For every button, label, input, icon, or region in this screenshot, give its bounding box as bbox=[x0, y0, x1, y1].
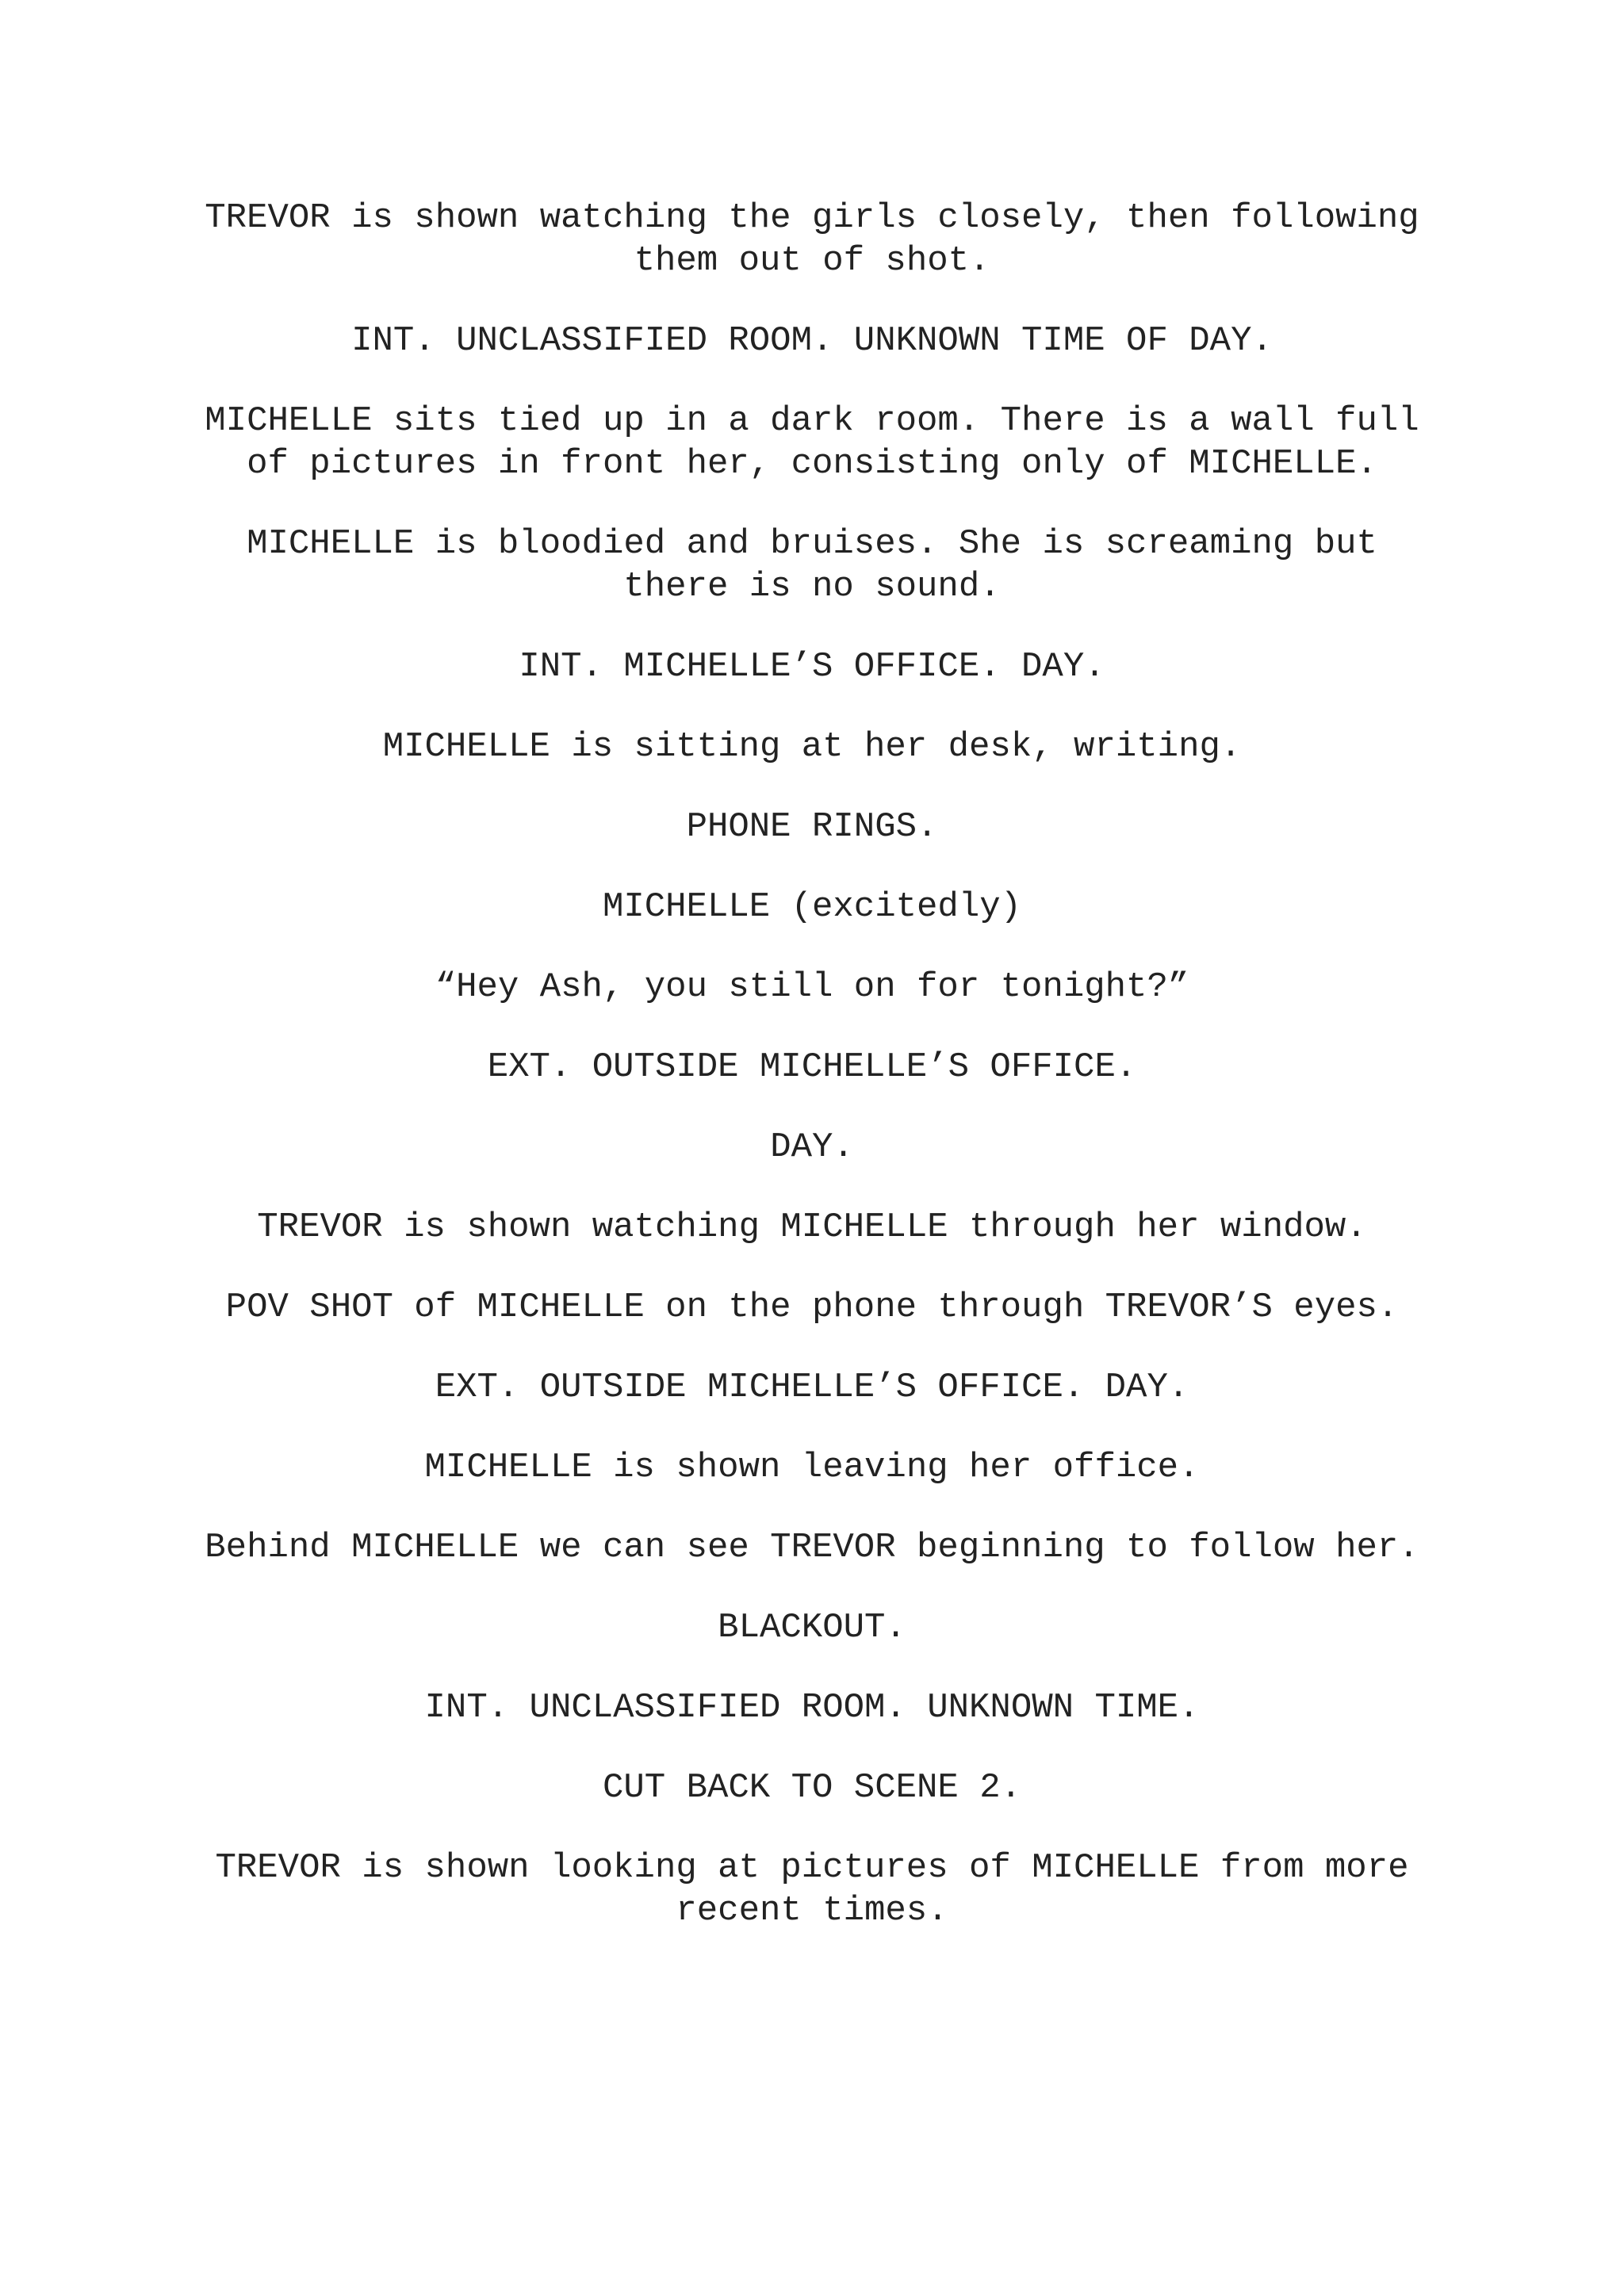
character-cue: MICHELLE (excitedly) bbox=[602, 887, 1022, 927]
dialogue-line: “Hey Ash, you still on for tonight?” bbox=[435, 967, 1189, 1007]
action-paragraph: MICHELLE sits tied up in a dark room. There is a wall full of pictures in front her, consisting only of MICHELLE. bbox=[205, 401, 1419, 484]
scene-heading: INT. UNCLASSIFIED ROOM. UNKNOWN TIME. bbox=[424, 1688, 1200, 1728]
sound-cue: PHONE RINGS. bbox=[686, 807, 938, 847]
scene-heading: INT. UNCLASSIFIED ROOM. UNKNOWN TIME OF DAY. bbox=[351, 321, 1273, 361]
scene-heading: EXT. OUTSIDE MICHELLE’S OFFICE. bbox=[487, 1047, 1137, 1087]
transition: BLACKOUT. bbox=[718, 1608, 906, 1647]
action-paragraph: MICHELLE is sitting at her desk, writing. bbox=[382, 727, 1242, 767]
action-paragraph: POV SHOT of MICHELLE on the phone through TREVOR’S eyes. bbox=[225, 1288, 1399, 1327]
action-paragraph: Behind MICHELLE we can see TREVOR beginning to follow her. bbox=[205, 1528, 1419, 1567]
action-paragraph: MICHELLE is shown leaving her office. bbox=[424, 1448, 1200, 1487]
scene-heading: INT. MICHELLE’S OFFICE. DAY. bbox=[519, 647, 1105, 687]
scene-heading: EXT. OUTSIDE MICHELLE’S OFFICE. DAY. bbox=[435, 1368, 1189, 1407]
transition: CUT BACK TO SCENE 2. bbox=[602, 1768, 1022, 1808]
action-paragraph: TREVOR is shown watching the girls closely, then following them out of shot. bbox=[205, 198, 1419, 281]
script-body bbox=[190, 197, 1434, 1969]
action-paragraph: TREVOR is shown watching MICHELLE through her window. bbox=[257, 1207, 1367, 1247]
action-paragraph: MICHELLE is bloodied and bruises. She is screaming but there is no sound. bbox=[247, 524, 1377, 607]
action-paragraph: TREVOR is shown looking at pictures of MICHELLE from more recent times. bbox=[215, 1848, 1409, 1931]
scene-heading: DAY. bbox=[770, 1127, 854, 1167]
